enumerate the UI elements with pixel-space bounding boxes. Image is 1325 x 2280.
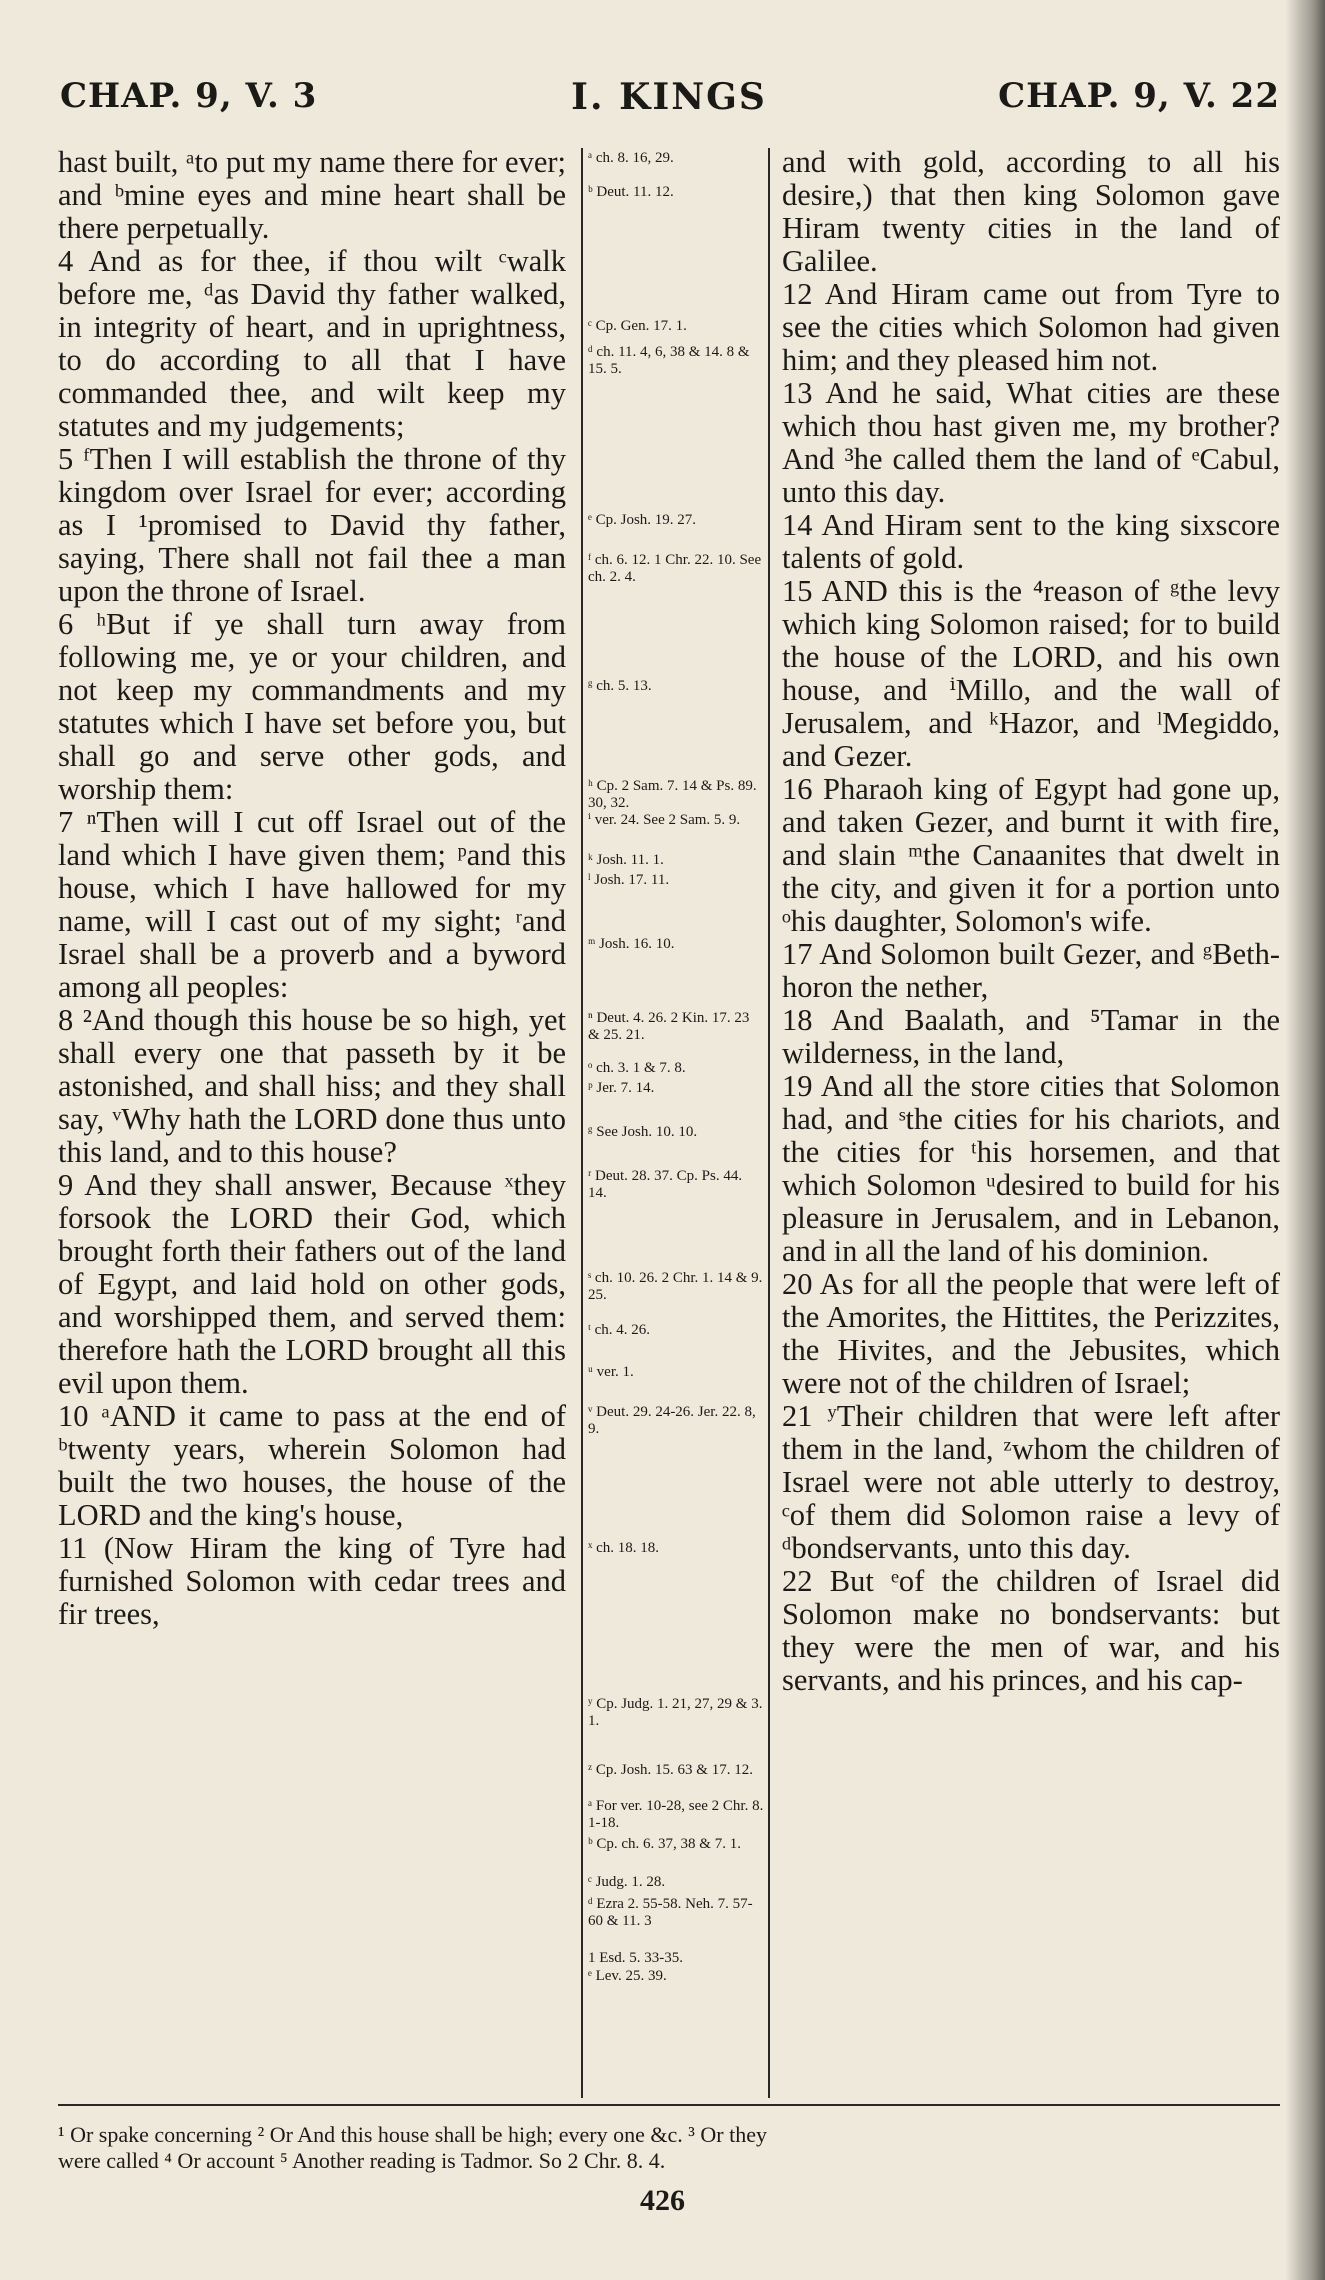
cross-reference: ᵈ Ezra 2. 55-58. Neh. 7. 57-60 & 11. 3 — [588, 1896, 753, 1929]
verse-paragraph: 11 (Now Hiram the king of Tyre had furnished Solomon with cedar trees and fir trees, — [58, 1531, 566, 1631]
cross-reference: ˡ Josh. 17. 11. — [588, 872, 670, 888]
verse-paragraph: 19 And all the store cities that Solomon had, and ˢthe cities for his chariots, and the cities for ᵗhis horsemen, and that which Solomon ᵘdesired to build for his pleasure in Jerusalem, and in Lebanon, and in all the land of his dominion. — [782, 1069, 1280, 1268]
cross-reference: ᵈ ch. 11. 4, 6, 38 & 14. 8 & 15. 5. — [588, 344, 750, 377]
cross-reference: ⁿ Deut. 4. 26. 2 Kin. 17. 23 & 25. 21. — [588, 1010, 750, 1043]
cross-reference: ʰ Cp. 2 Sam. 7. 14 & Ps. 89. 30, 32. — [588, 778, 757, 811]
cross-reference: ᵐ Josh. 16. 10. — [588, 936, 675, 952]
cross-reference-column — [584, 150, 766, 2100]
cross-reference: ᵃ For ver. 10-28, see 2 Chr. 8. 1-18. — [588, 1798, 764, 1831]
verse-paragraph: 12 And Hiram came out from Tyre to see the cities which Solomon had given him; and they pleased him not. — [782, 277, 1280, 377]
page-number: 426 — [640, 2184, 685, 2217]
verse-paragraph: 21 ʸTheir children that were left after them in the land, ᶻwhom the children of Israel were not able utterly to destroy, ᶜof them did Solomon raise a levy of ᵈbondservants, unto this day. — [782, 1399, 1280, 1565]
verse-paragraph: 13 And he said, What cities are these which thou hast given me, my brother? And ³he called them the land of ᵉCabul, unto this day. — [782, 376, 1280, 509]
footnote-line: ¹ Or spake concerning ² Or And this house shall be high; every one &c. ³ Or they — [58, 2122, 767, 2147]
header-book-title: I. KINGS — [571, 76, 767, 118]
cross-reference: ᶜ Judg. 1. 28. — [588, 1874, 666, 1890]
cross-reference: ᵇ Cp. ch. 6. 37, 38 & 7. 1. — [588, 1836, 741, 1852]
cross-reference: ⁱ ver. 24. See 2 Sam. 5. 9. — [588, 812, 741, 828]
verse-paragraph: hast built, ᵃto put my name there for ever; and ᵇmine eyes and mine heart shall be there perpetually. — [58, 146, 566, 245]
verse-paragraph: 9 And they shall answer, Because ˣthey forsook the LORD their God, which brought forth their fathers out of the land of Egypt, and laid hold on other gods, and worshipped them, and served them: therefore hath the LORD brought all this evil upon them. — [58, 1168, 566, 1400]
verse-paragraph: 18 And Baalath, and ⁵Tamar in the wilderness, in the land, — [782, 1003, 1280, 1070]
verse-paragraph: 16 Pharaoh king of Egypt had gone up, and taken Gezer, and burnt it with fire, and slain ᵐthe Canaanites that dwelt in the city, and given it for a portion unto ᵒhis daughter, Solomon's wife. — [782, 772, 1280, 938]
cross-reference: ᵃ ch. 8. 16, 29. — [588, 150, 674, 166]
verse-paragraph: 7 ⁿThen will I cut off Israel out of the land which I have given them; ᵖand this house, which I have hallowed for my name, will I cast out of my sight; ʳand Israel shall be a proverb and a byword among all peoples: — [58, 805, 566, 1004]
verse-paragraph: 20 As for all the people that were left of the Amorites, the Hittites, the Perizzites, the Hivites, and the Jebusites, which were not of the children of Israel; — [782, 1267, 1280, 1400]
cross-reference: ᵇ Deut. 11. 12. — [588, 184, 674, 200]
cross-reference: ᵍ See Josh. 10. 10. — [588, 1124, 698, 1140]
cross-reference: ᶠ ch. 6. 12. 1 Chr. 22. 10. See ch. 2. 4. — [588, 552, 762, 585]
verse-paragraph: 17 And Solomon built Gezer, and ᵍBeth-horon the nether, — [782, 937, 1280, 1004]
cross-reference: ᵏ Josh. 11. 1. — [588, 852, 664, 868]
cross-reference: ˣ ch. 18. 18. — [588, 1540, 659, 1556]
verse-paragraph: 22 But ᵉof the children of Israel did Solomon make no bondservants: but they were the men of war, and his servants, and his princes, and his cap- — [782, 1564, 1280, 1697]
cross-reference: ʸ Cp. Judg. 1. 21, 27, 29 & 3. 1. — [588, 1696, 763, 1729]
running-header — [58, 70, 1280, 130]
verse-paragraph: 10 ᵃAND it came to pass at the end of ᵇtwenty years, wherein Solomon had built the two houses, the house of the LORD and the king's house, — [58, 1399, 566, 1532]
header-chapter-end: CHAP. 9, V. 22 — [998, 76, 1280, 116]
cross-reference: ᵉ Lev. 25. 39. — [588, 1968, 667, 1984]
verse-paragraph: 8 ²And though this house be so high, yet shall every one that passeth by it be astonished, and shall hiss; and they shall say, ᵛWhy hath the LORD done thus unto this land, and to this house? — [58, 1003, 566, 1169]
verse-paragraph: 15 AND this is the ⁴reason of ᵍthe levy which king Solomon raised; for to build the house of the LORD, and his own house, and ⁱMillo, and the wall of Jerusalem, and ᵏHazor, and ˡMegiddo, and Gezer. — [782, 574, 1280, 773]
page-edge-shadow — [1285, 0, 1325, 2280]
column-divider-right — [768, 148, 770, 2098]
cross-reference: ʳ Deut. 28. 37. Cp. Ps. 44. 14. — [588, 1168, 743, 1201]
cross-reference: ᵉ Cp. Josh. 19. 27. — [588, 512, 697, 528]
left-text-column — [58, 146, 566, 2101]
cross-reference: 1 Esd. 5. 33-35. — [588, 1950, 683, 1966]
cross-reference: ᵖ Jer. 7. 14. — [588, 1080, 655, 1096]
verse-paragraph: 4 And as for thee, if thou wilt ᶜwalk before me, ᵈas David thy father walked, in integrity of heart, and in uprightness, to do according to all that I have commanded thee, and wilt keep my statutes and my judgements; — [58, 244, 566, 443]
header-chapter-start: CHAP. 9, V. 3 — [60, 76, 318, 116]
verse-paragraph: 6 ʰBut if ye shall turn away from following me, ye or your children, and not keep my commandments and my statutes which I have set before you, but shall go and serve other gods, and worship them: — [58, 607, 566, 806]
cross-reference: ᵍ ch. 5. 13. — [588, 678, 652, 694]
verse-paragraph: and with gold, according to all his desire,) that then king Solomon gave Hiram twenty cities in the land of Galilee. — [782, 146, 1280, 278]
footnotes — [58, 2122, 1280, 2174]
right-text-column — [782, 146, 1280, 2101]
cross-reference: ᵒ ch. 3. 1 & 7. 8. — [588, 1060, 686, 1076]
verse-paragraph: 14 And Hiram sent to the king sixscore talents of gold. — [782, 508, 1280, 575]
cross-reference: ˢ ch. 10. 26. 2 Chr. 1. 14 & 9. 25. — [588, 1270, 763, 1303]
cross-reference: ᵘ ver. 1. — [588, 1364, 634, 1380]
column-divider-left — [581, 148, 583, 2098]
cross-reference: ᶜ Cp. Gen. 17. 1. — [588, 318, 687, 334]
cross-reference: ᶻ Cp. Josh. 15. 63 & 17. 12. — [588, 1762, 753, 1778]
verse-paragraph: 5 ᶠThen I will establish the throne of thy kingdom over Israel for ever; according as I ¹promised to David thy father, saying, There shall not fail thee a man upon the throne of Israel. — [58, 442, 566, 608]
cross-reference: ᵗ ch. 4. 26. — [588, 1322, 651, 1338]
footnote-line: were called ⁴ Or account ⁵ Another reading is Tadmor. So 2 Chr. 8. 4. — [58, 2148, 666, 2173]
cross-reference: ᵛ Deut. 29. 24-26. Jer. 22. 8, 9. — [588, 1404, 756, 1437]
footnote-divider — [58, 2104, 1280, 2106]
